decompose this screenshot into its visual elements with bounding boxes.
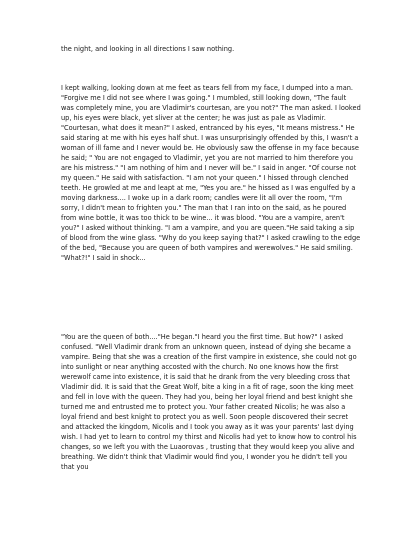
paragraph-2: I kept walking, looking down at me feet as tears fell from my face, I dumped into a man. "Forgive me I did not see where I was going." I mumbled, still looking down, "The fault was completely mine, you are Vladimir's courtesan, are you not?" The man asked. I looked up, his eyes were black, yet sliver at the center; he was just as pale as Vladimir. "Courtesan, what does it mean?" I asked, entranced by his eyes, "It means mistress." He said staring at me with his eyes half shut. I was unsurprisingly offended by this, I wasn't a woman of ill fame and I never would be. He obviously saw the offense in my face because he said; " You are not engaged to Vladimir, yet you are not married to him therefore you are his mistress." "I am nothing of him and I never will be." I said in anger. "Of course not my queen." He said with satisfaction. "I am not your queen." I hissed through clenched teeth. He growled at me and leapt at me, "Yes you are." he hissed as I was engulfed by a moving darkness.... I woke up in a dark room; candles were lit all over the room, "I'm sorry, I didn't mean to frighten you." The man that I ran into on the said, as he poured from wine bottle, it was too thick to be wine... it was blood. "You are a vampire, aren't you?" I asked without thinking. "I am a vampire, and you are queen."He said taking a sip of blood from the wine glass. "Why do you keep saying that?" I asked crawling to the edge of the bed, "Because you are queen of both vampires and werewolves." He said smiling. "What?!" I said in shock...	[61, 84, 361, 262]
paragraph-1: the night, and looking in all directions I saw nothing.	[61, 45, 235, 53]
paragraph-3: "You are the queen of both...."He began."I heard you the first time. But how?" I asked confused. "Well Vladimir drank from an unknown queen, instead of dying she became a vampire. Being that she was a creation of the first vampire in existence, she could not go into sunlight or near anything accosted with the church. No one knows how the first werewolf came into existence, it is said that he drank from the very bleeding cross that Vladimir did. It is said that the Great Wolf, bite a king in a fit of rage, soon the king meet and fell in love with the queen. They had you, being her loyal friend and best knight she turned me and entrusted me to protect you. Your father created Nicolis; he was also a loyal friend and best knight to protect you as well. Soon people discovered their secret and attacked the kingdom, Nicolis and I took you away as it was your parents' last dying wish. I had yet to learn to control my thirst and Nicolis had yet to know how to control his changes, so we left you with the Luaorovas , trusting that they would keep you alive and breathing. We didn't think that Vladimir would find you, I wonder you he didn't tell you that you	[61, 333, 357, 471]
